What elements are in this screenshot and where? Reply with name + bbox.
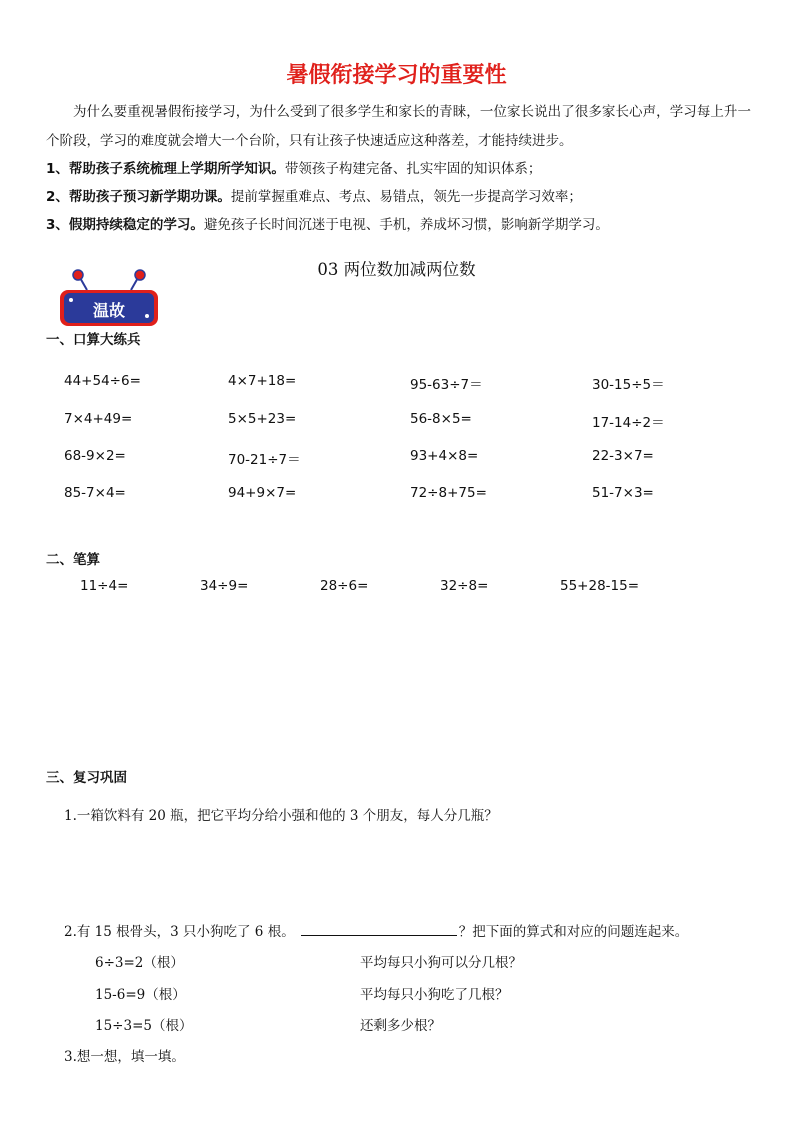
lesson-title: 03 两位数加减两位数 [317, 260, 476, 279]
question-1: 1.一箱饮料有 20 瓶，把它平均分给小强和他的 3 个朋友，每人分几瓶？ [64, 808, 498, 824]
oral-calc-item: 56-8×5= [410, 411, 472, 427]
question-3: 3.想一想，填一填。 [64, 1049, 185, 1065]
oral-calc-item: 30-15÷5＝ [592, 377, 665, 393]
match-question: 还剩多少根？ [360, 1018, 441, 1034]
oral-calc-item: 95-63÷7＝ [410, 377, 483, 393]
oral-calc-item: 93+4×8= [410, 448, 479, 464]
written-calc-item: 55+28-15= [560, 578, 640, 594]
oral-calc-item: 51-7×3= [592, 485, 654, 501]
point-3: 3、假期持续稳定的学习。避免孩子长时间沉迷于电视、手机，养成坏习惯，影响新学期学习。 [46, 217, 609, 233]
oral-calc-item: 44+54÷6= [64, 373, 141, 389]
oral-calc-item: 22-3×7= [592, 448, 654, 464]
oral-calc-item: 5×5+23= [228, 411, 297, 427]
match-question: 平均每只小狗吃了几根？ [360, 987, 509, 1003]
oral-calc-item: 4×7+18= [228, 373, 297, 389]
oral-calc-item: 7×4+49= [64, 411, 133, 427]
answer-blank[interactable] [301, 921, 457, 936]
oral-calc-item: 70-21÷7＝ [228, 452, 301, 468]
match-formula: 15-6=9（根） [95, 987, 186, 1003]
question-2: 2.有 15 根骨头，3 只小狗吃了 6 根。 ？把下面的算式和对应的问题连起来。 [64, 920, 688, 940]
point-2: 2、帮助孩子预习新学期功课。提前掌握重难点、考点、易错点，领先一步提高学习效率； [46, 189, 582, 205]
section1-heading: 一、口算大练兵 [46, 332, 141, 348]
written-calc-item: 34÷9= [200, 578, 249, 594]
oral-calc-item: 85-7×4= [64, 485, 126, 501]
written-calc-item: 11÷4= [80, 578, 129, 594]
written-calc-item: 32÷8= [440, 578, 489, 594]
oral-calc-item: 17-14÷2＝ [592, 415, 665, 431]
match-formula: 15÷3=5（根） [95, 1018, 193, 1034]
match-question: 平均每只小狗可以分几根？ [360, 955, 522, 971]
section3-heading: 三、复习巩固 [46, 770, 127, 786]
oral-calc-item: 72÷8+75= [410, 485, 487, 501]
page-title: 暑假衔接学习的重要性 [286, 63, 507, 88]
oral-calc-item: 94+9×7= [228, 485, 297, 501]
written-calc-item: 28÷6= [320, 578, 369, 594]
oral-calc-item: 68-9×2= [64, 448, 126, 464]
match-formula: 6÷3=2（根） [95, 955, 184, 971]
point-1: 1、帮助孩子系统梳理上学期所学知识。带领孩子构建完备、扎实牢固的知识体系； [46, 161, 542, 177]
badge-label: 温故 [92, 301, 125, 320]
section2-heading: 二、笔算 [46, 552, 100, 568]
review-badge [57, 268, 161, 330]
intro-paragraph: 为什么要重视暑假衔接学习，为什么受到了很多学生和家长的青睐，一位家长说出了很多家长心声，学习每上升一个阶段，学习的难度就会增大一个台阶，只有让孩子快速适应这种落差，才能持续进步。 [46, 104, 751, 149]
